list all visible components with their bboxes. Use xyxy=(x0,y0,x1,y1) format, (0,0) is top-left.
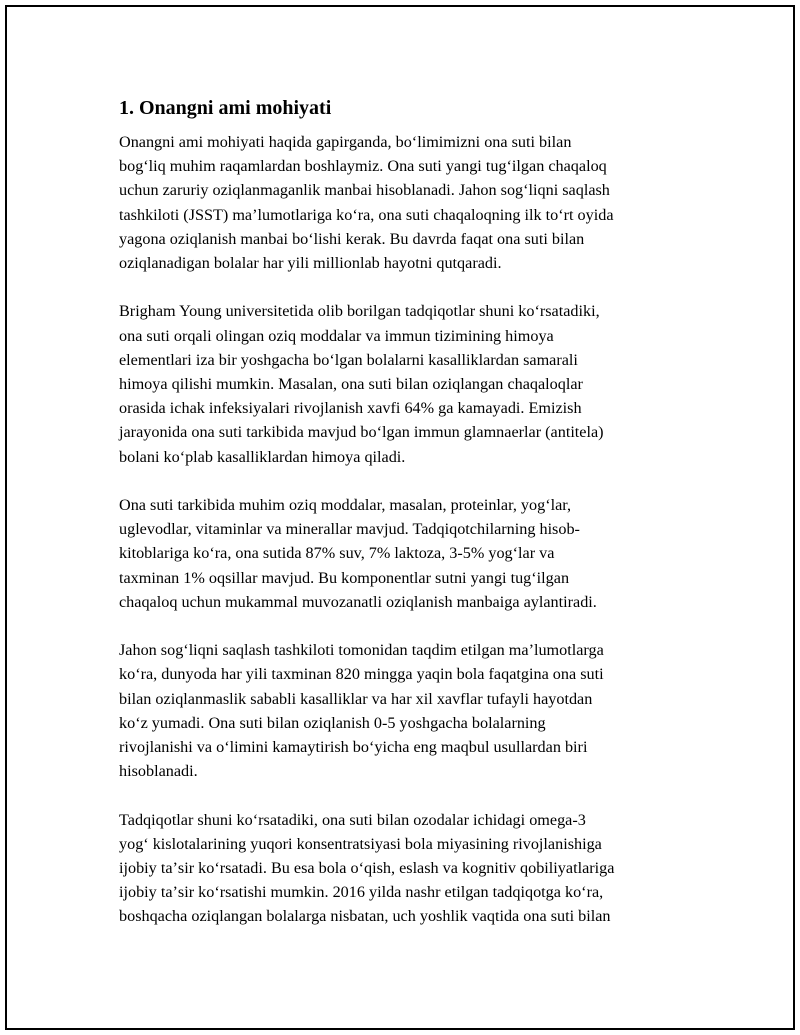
paragraph-line: koʻz yumadi. Ona suti bilan oziqlanish 0-5 yoshgacha bolalarning xyxy=(119,713,546,732)
paragraph-line: uglevodlar, vitaminlar va minerallar mavjud. Tadqiqotchilarning hisob- xyxy=(119,520,580,539)
paragraph-line: ijobiy taʼsir koʻrsatishi mumkin. 2016 yilda nashr etilgan tadqiqotga koʻra, xyxy=(119,883,604,902)
paragraph-line: chaqaloq uchun mukammal muvozanatli oziqlanish manbaiga aylantiradi. xyxy=(119,592,597,611)
paragraph-line: Onangni ami mohiyati haqida gapirganda, boʻlimimizni ona suti bilan xyxy=(119,133,572,151)
paragraph-line: Jahon sogʻliqni saqlash tashkiloti tomonidan taqdim etilgan maʼlumotlarga xyxy=(119,641,604,660)
paragraph xyxy=(119,130,689,275)
paragraph-line: boshqacha oziqlangan bolalarga nisbatan, uch yoshlik vaqtida ona suti bilan xyxy=(119,907,611,926)
paragraph-line: uchun zaruriy oziqlanmaganlik manbai hisoblanadi. Jahon sogʻliqni saqlash xyxy=(119,181,610,200)
paragraph xyxy=(119,808,689,929)
paragraph-line: Brigham Young universitetida olib borilgan tadqiqotlar shuni koʻrsatadiki, xyxy=(119,302,600,321)
paragraph xyxy=(119,638,689,783)
paragraph-line: tashkiloti (JSST) maʼlumotlariga koʻra, ona suti chaqaloqning ilk toʻrt oyida xyxy=(119,205,614,224)
paragraph-line: Ona suti tarkibida muhim oziq moddalar, masalan, proteinlar, yogʻlar, xyxy=(119,496,572,515)
paragraph-line: yogʻ kislotalarining yuqori konsentratsiyasi bola miyasining rivojlanishiga xyxy=(119,834,602,853)
paragraph xyxy=(119,299,689,468)
paragraph-line: hisoblanadi. xyxy=(119,762,198,781)
paragraph xyxy=(119,493,689,614)
paragraph-line: himoya qilishi mumkin. Masalan, ona suti bilan oziqlangan chaqaloqlar xyxy=(119,375,583,394)
paragraph-line: bogʻliq muhim raqamlardan boshlaymiz. Ona suti yangi tugʻilgan chaqaloq xyxy=(119,157,607,176)
paragraph-line: Tadqiqotlar shuni koʻrsatadiki, ona suti bilan ozodalar ichidagi omega-3 xyxy=(119,810,586,829)
paragraph-line: koʻra, dunyoda har yili taxminan 820 mingga yaqin bola faqatgina ona suti xyxy=(119,665,604,684)
paragraph-list xyxy=(119,130,689,929)
paragraph-line: taxminan 1% oqsillar mavjud. Bu komponentlar sutni yangi tugʻilgan xyxy=(119,568,570,587)
paragraph-line: bilan oziqlanmaslik sababli kasalliklar va har xil xavflar tufayli hayotdan xyxy=(119,689,593,708)
document-content xyxy=(119,96,689,953)
paragraph-line: kitoblariga koʻra, ona sutida 87% suv, 7% laktoza, 3-5% yogʻlar va xyxy=(119,544,555,563)
paragraph-line: rivojlanishi va oʻlimini kamaytirish boʻyicha eng maqbul usullardan biri xyxy=(119,738,588,757)
paragraph-line: yagona oziqlanish manbai boʻlishi kerak. Bu davrda faqat ona suti bilan xyxy=(119,229,585,248)
paragraph-line: ijobiy taʼsir koʻrsatadi. Bu esa bola oʻqish, eslash va kognitiv qobiliyatlariga xyxy=(119,859,615,878)
paragraph-line: orasida ichak infeksiyalari rivojlanish xavfi 64% ga kamayadi. Emizish xyxy=(119,399,582,418)
paragraph-line: elementlari iza bir yoshgacha boʻlgan bolalarni kasalliklardan samarali xyxy=(119,350,578,369)
paragraph-line: bolani koʻplab kasalliklardan himoya qiladi. xyxy=(119,447,406,466)
paragraph-line: jarayonida ona suti tarkibida mavjud boʻlgan immun glamnaerlar (antitela) xyxy=(119,423,604,442)
paragraph-line: oziqlanadigan bolalar har yili millionlab hayotni qutqaradi. xyxy=(119,254,502,273)
document-page xyxy=(5,5,795,1030)
section-heading: 1. Onangni ami mohiyati xyxy=(119,97,332,119)
paragraph-line: ona suti orqali olingan oziq moddalar va immun tizimining himoya xyxy=(119,326,554,345)
